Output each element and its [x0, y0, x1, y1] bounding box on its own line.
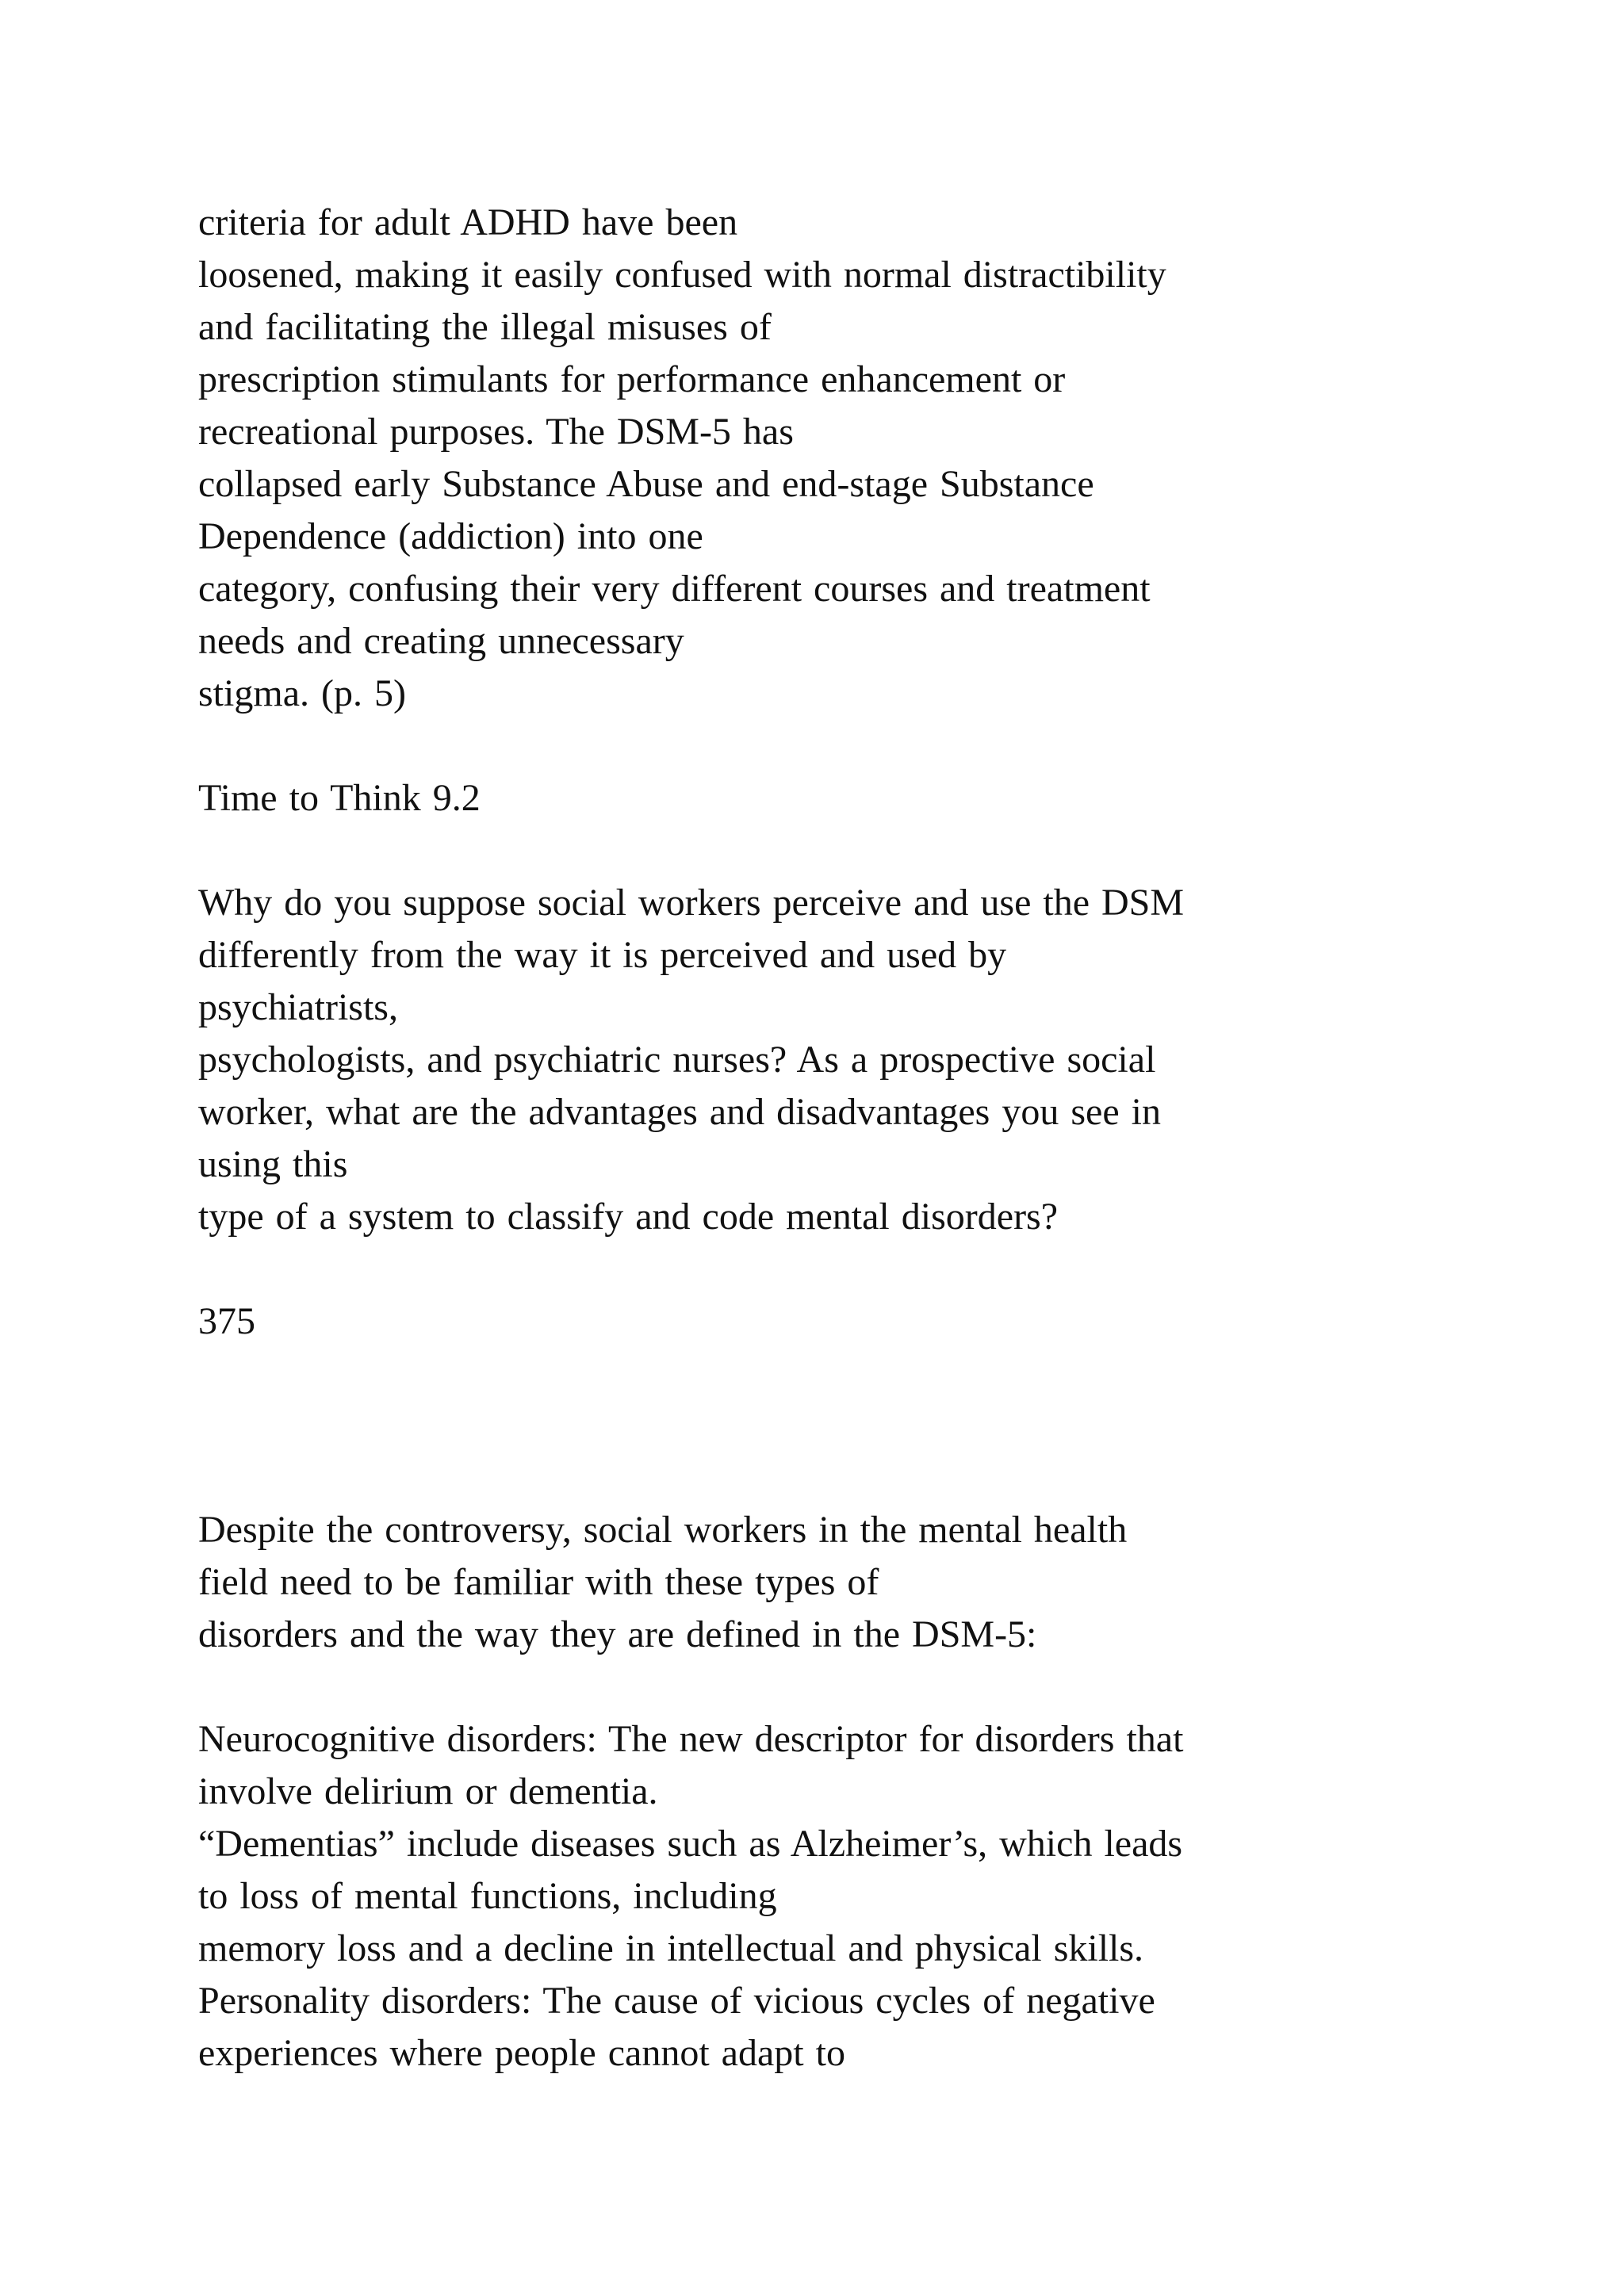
section-heading: Time to Think 9.2	[198, 777, 481, 819]
text-line: involve delirium or dementia.	[198, 1770, 658, 1812]
text-line: Personality disorders: The cause of vicious cycles of negative	[198, 1980, 1155, 2022]
text-line: stigma. (p. 5)	[198, 672, 406, 714]
text-line: Neurocognitive disorders: The new descriptor for disorders that	[198, 1718, 1184, 1760]
text-line: to loss of mental functions, including	[198, 1875, 777, 1917]
text-line: memory loss and a decline in intellectual and physical skills.	[198, 1927, 1144, 1969]
text-line: “Dementias” include diseases such as Alzheimer’s, which leads	[198, 1823, 1183, 1865]
text-line: disorders and the way they are defined in the DSM-5:	[198, 1613, 1037, 1655]
text-line: and facilitating the illegal misuses of	[198, 306, 772, 348]
text-line: Despite the controversy, social workers in the mental health	[198, 1509, 1128, 1551]
text-line: type of a system to classify and code mental disorders?	[198, 1196, 1059, 1238]
text-line: experiences where people cannot adapt to	[198, 2032, 845, 2074]
text-line: using this	[198, 1143, 348, 1185]
text-line: Why do you suppose social workers perceive and use the DSM	[198, 882, 1185, 924]
text-line: prescription stimulants for performance enhancement or	[198, 358, 1066, 400]
text-line: needs and creating unnecessary	[198, 620, 684, 662]
text-line: recreational purposes. The DSM-5 has	[198, 411, 794, 453]
text-line: criteria for adult ADHD have been	[198, 201, 738, 243]
text-line: psychiatrists,	[198, 986, 398, 1028]
text-line: field need to be familiar with these types of	[198, 1561, 879, 1603]
page-number: 375	[198, 1300, 255, 1342]
text-line: category, confusing their very different courses and treatment	[198, 568, 1151, 610]
text-line: Dependence (addiction) into one	[198, 515, 703, 557]
text-line: loosened, making it easily confused with normal distractibility	[198, 254, 1166, 296]
text-line: differently from the way it is perceived and used by	[198, 934, 1007, 976]
text-line: worker, what are the advantages and disadvantages you see in	[198, 1091, 1161, 1133]
text-line: psychologists, and psychiatric nurses? As a prospective social	[198, 1039, 1156, 1081]
text-line: collapsed early Substance Abuse and end-stage Substance	[198, 463, 1094, 505]
